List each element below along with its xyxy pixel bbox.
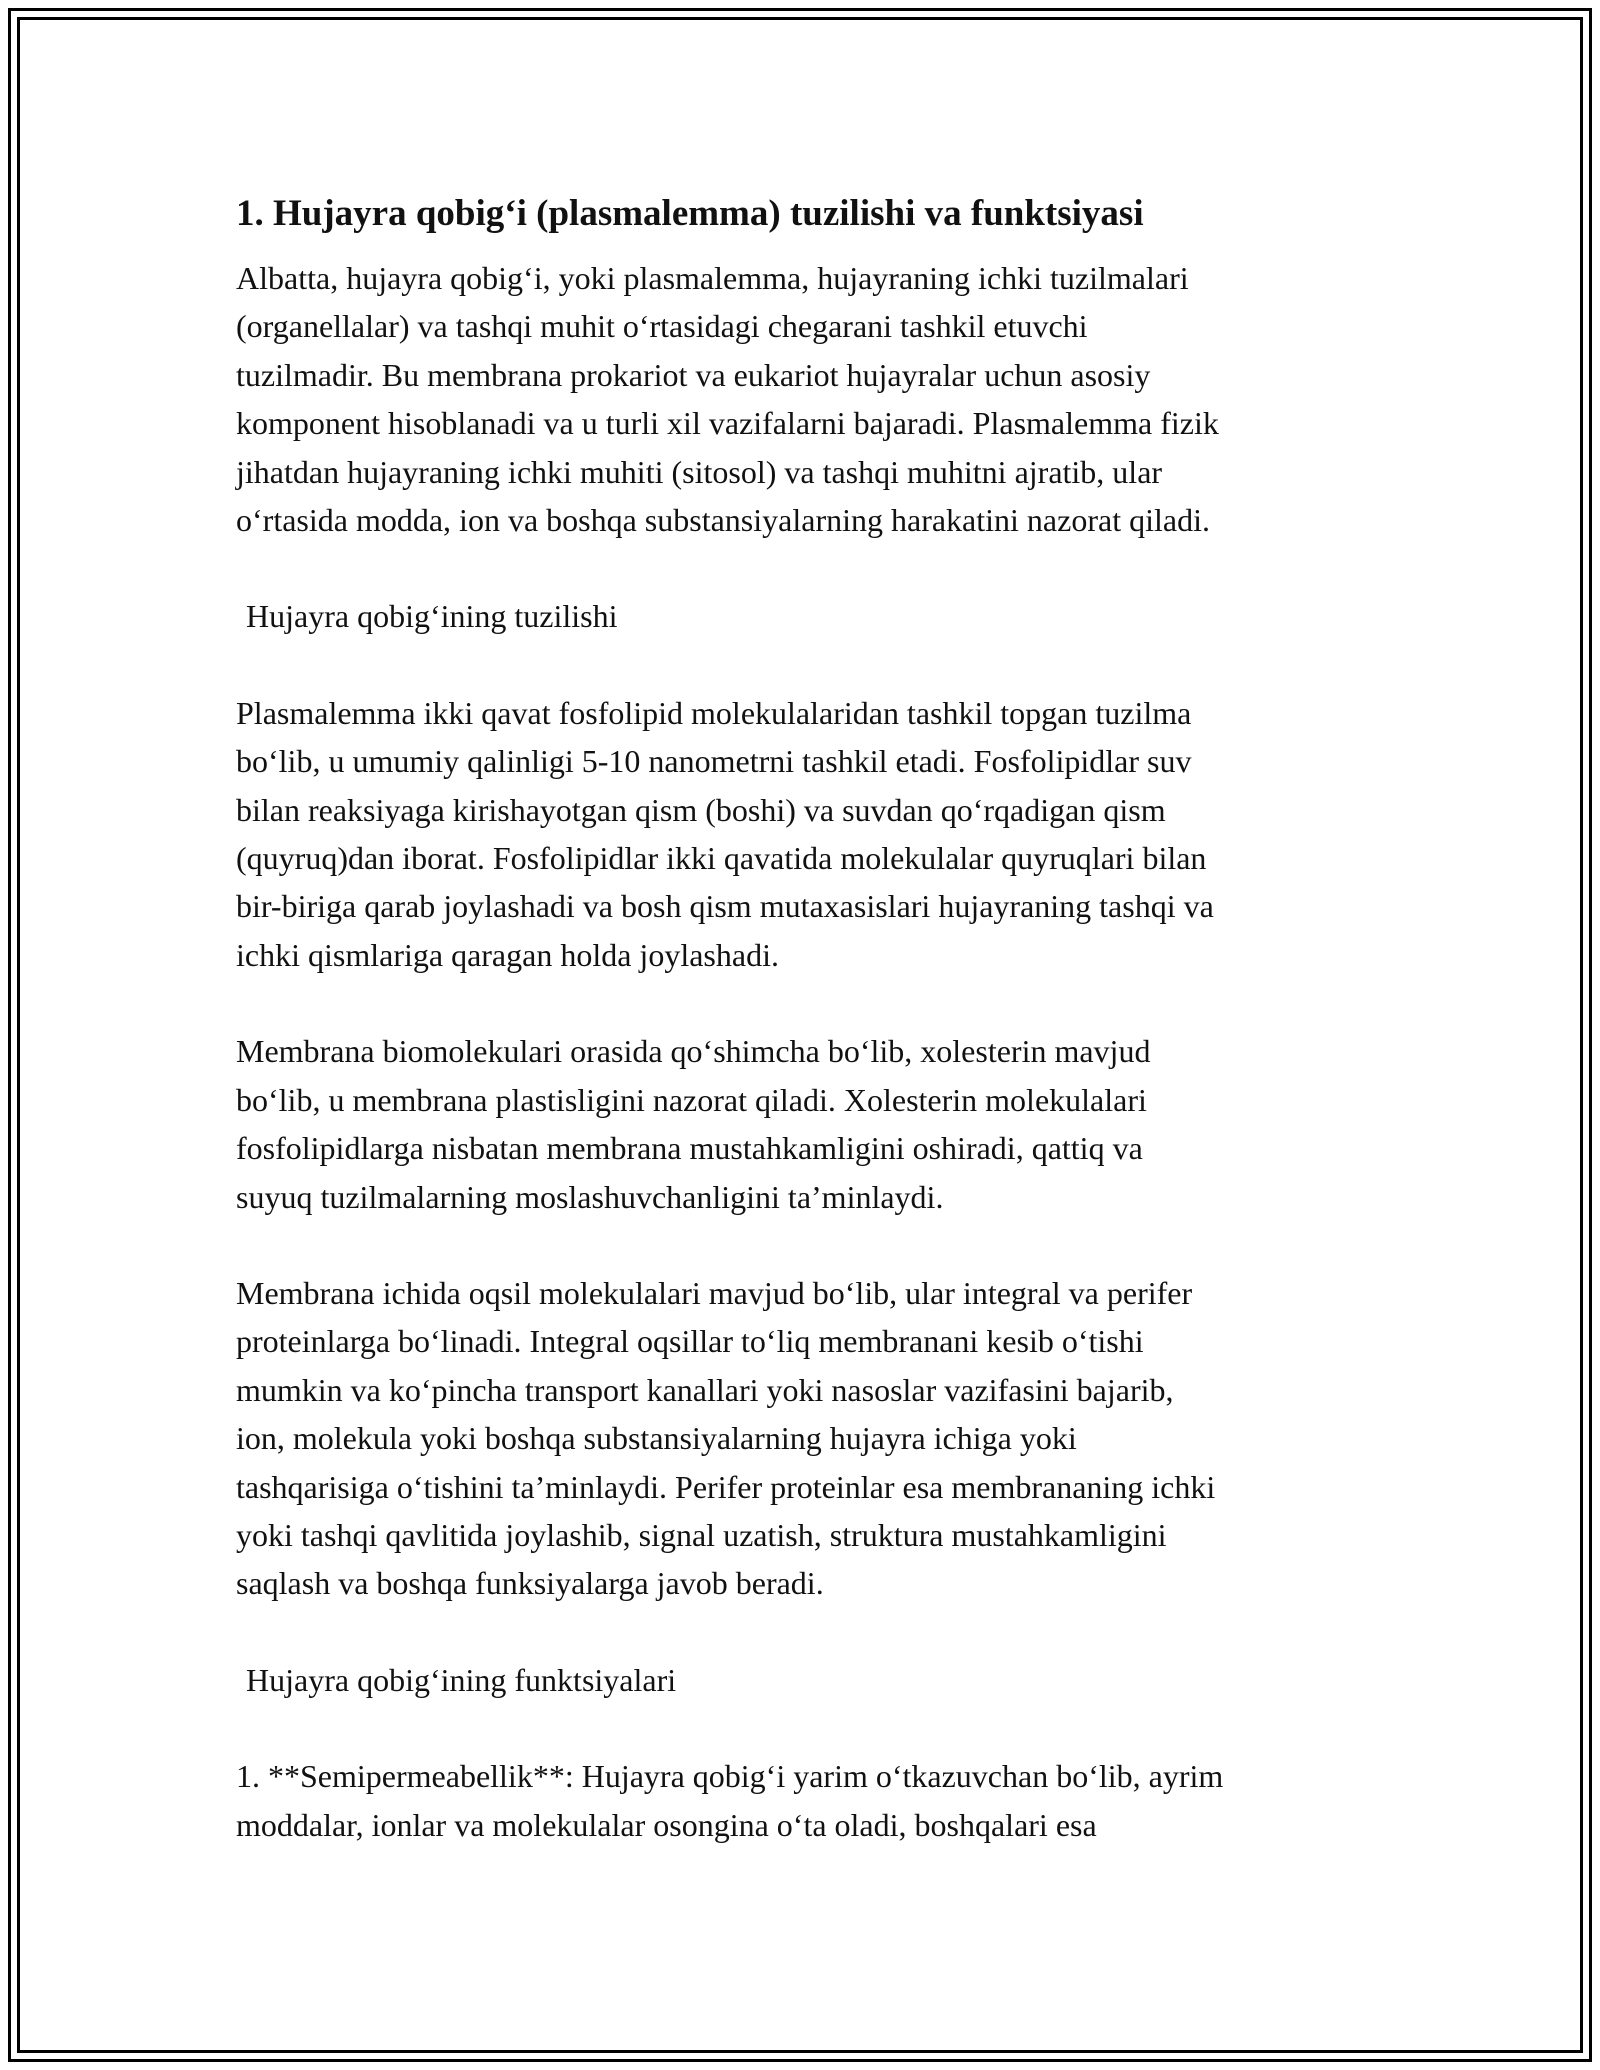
structure-paragraph-2 xyxy=(236,1027,1386,1221)
paragraph-line: (organellalar) va tashqi muhit o‘rtasidagi chegarani tashkil etuvchi xyxy=(236,308,1088,345)
paragraph-line: ion, molekula yoki boshqa substansiyalarning hujayra ichiga yoki xyxy=(236,1420,1077,1457)
structure-paragraph-3 xyxy=(236,1269,1386,1608)
paragraph-line: komponent hisoblanadi va u turli xil vazifalarni bajaradi. Plasmalemma fizik xyxy=(236,405,1219,442)
paragraph-line: Albatta, hujayra qobig‘i, yoki plasmalemma, hujayraning ichki tuzilmalari xyxy=(236,260,1189,296)
paragraph-line: tashqarisiga o‘tishini ta’minlaydi. Perifer proteinlar esa membrananing ichki xyxy=(236,1468,1216,1505)
paragraph-gap xyxy=(236,641,1386,689)
paragraph-line: suyuq tuzilmalarning moslashuvchanligini ta’minlaydi. xyxy=(236,1178,944,1215)
paragraph-line: bilan reaksiyaga kirishayotgan qism (boshi) va suvdan qo‘rqadigan qism xyxy=(236,791,1166,828)
paragraph-line: moddalar, ionlar va molekulalar osongina o‘ta oladi, boshqalari esa xyxy=(236,1806,1097,1843)
subheading-functions: Hujayra qobig‘ining funktsiyalari xyxy=(246,1661,677,1698)
paragraph-line: Plasmalemma ikki qavat fosfolipid molekulalaridan tashkil topgan tuzilma xyxy=(236,694,1192,731)
document-title: 1. Hujayra qobig‘i (plasmalemma) tuzilishi va funktsiyasi xyxy=(236,193,1144,234)
paragraph-line: bo‘lib, u umumiy qalinligi 5-10 nanometrni tashkil etadi. Fosfolipidlar suv xyxy=(236,743,1192,780)
paragraph-line: saqlash va boshqa funksiyalarga javob beradi. xyxy=(236,1565,824,1602)
paragraph-line: Membrana ichida oqsil molekulalari mavjud bo‘lib, ular integral va perifer xyxy=(236,1274,1193,1311)
paragraph-gap xyxy=(236,1608,1386,1656)
subheading-structure: Hujayra qobig‘ining tuzilishi xyxy=(246,598,618,635)
paragraph-gap xyxy=(236,979,1386,1027)
paragraph-gap xyxy=(236,1704,1386,1752)
paragraph-line: bir-biriga qarab joylashadi va bosh qism mutaxasislari hujayraning tashqi va xyxy=(236,888,1214,925)
paragraph-line: bo‘lib, u membrana plastisligini nazorat qiladi. Xolesterin molekulalari xyxy=(236,1081,1147,1118)
paragraph-line: Membrana biomolekulari orasida qo‘shimcha bo‘lib, xolesterin mavjud xyxy=(236,1033,1151,1070)
paragraph-line: o‘rtasida modda, ion va boshqa substansiyalarning harakatini nazorat qiladi. xyxy=(236,502,1210,539)
paragraph-line: yoki tashqi qavlitida joylashib, signal uzatish, struktura mustahkamligini xyxy=(236,1516,1167,1553)
document-body xyxy=(236,186,1386,1849)
paragraph-line: fosfolipidlarga nisbatan membrana mustahkamligini oshiradi, qattiq va xyxy=(236,1130,1143,1167)
functions-paragraph-1 xyxy=(236,1752,1386,1849)
paragraph-gap xyxy=(236,544,1386,592)
intro-paragraph xyxy=(236,254,1386,544)
paragraph-line: proteinlarga bo‘linadi. Integral oqsillar to‘liq membranani kesib o‘tishi xyxy=(236,1323,1144,1360)
paragraph-line: (quyruq)dan iborat. Fosfolipidlar ikki qavatida molekulalar quyruqlari bilan xyxy=(236,840,1207,877)
structure-paragraph-1 xyxy=(236,689,1386,979)
paragraph-line: 1. **Semipermeabellik**: Hujayra qobig‘i yarim o‘tkazuvchan bo‘lib, ayrim xyxy=(236,1758,1224,1795)
paragraph-line: jihatdan hujayraning ichki muhiti (sitosol) va tashqi muhitni ajratib, ular xyxy=(236,453,1163,490)
paragraph-line: mumkin va ko‘pincha transport kanallari yoki nasoslar vazifasini bajarib, xyxy=(236,1371,1174,1408)
paragraph-line: ichki qismlariga qaragan holda joylashadi. xyxy=(236,936,779,973)
paragraph-line: tuzilmadir. Bu membrana prokariot va eukariot hujayralar uchun asosiy xyxy=(236,356,1151,393)
paragraph-gap xyxy=(236,1221,1386,1269)
